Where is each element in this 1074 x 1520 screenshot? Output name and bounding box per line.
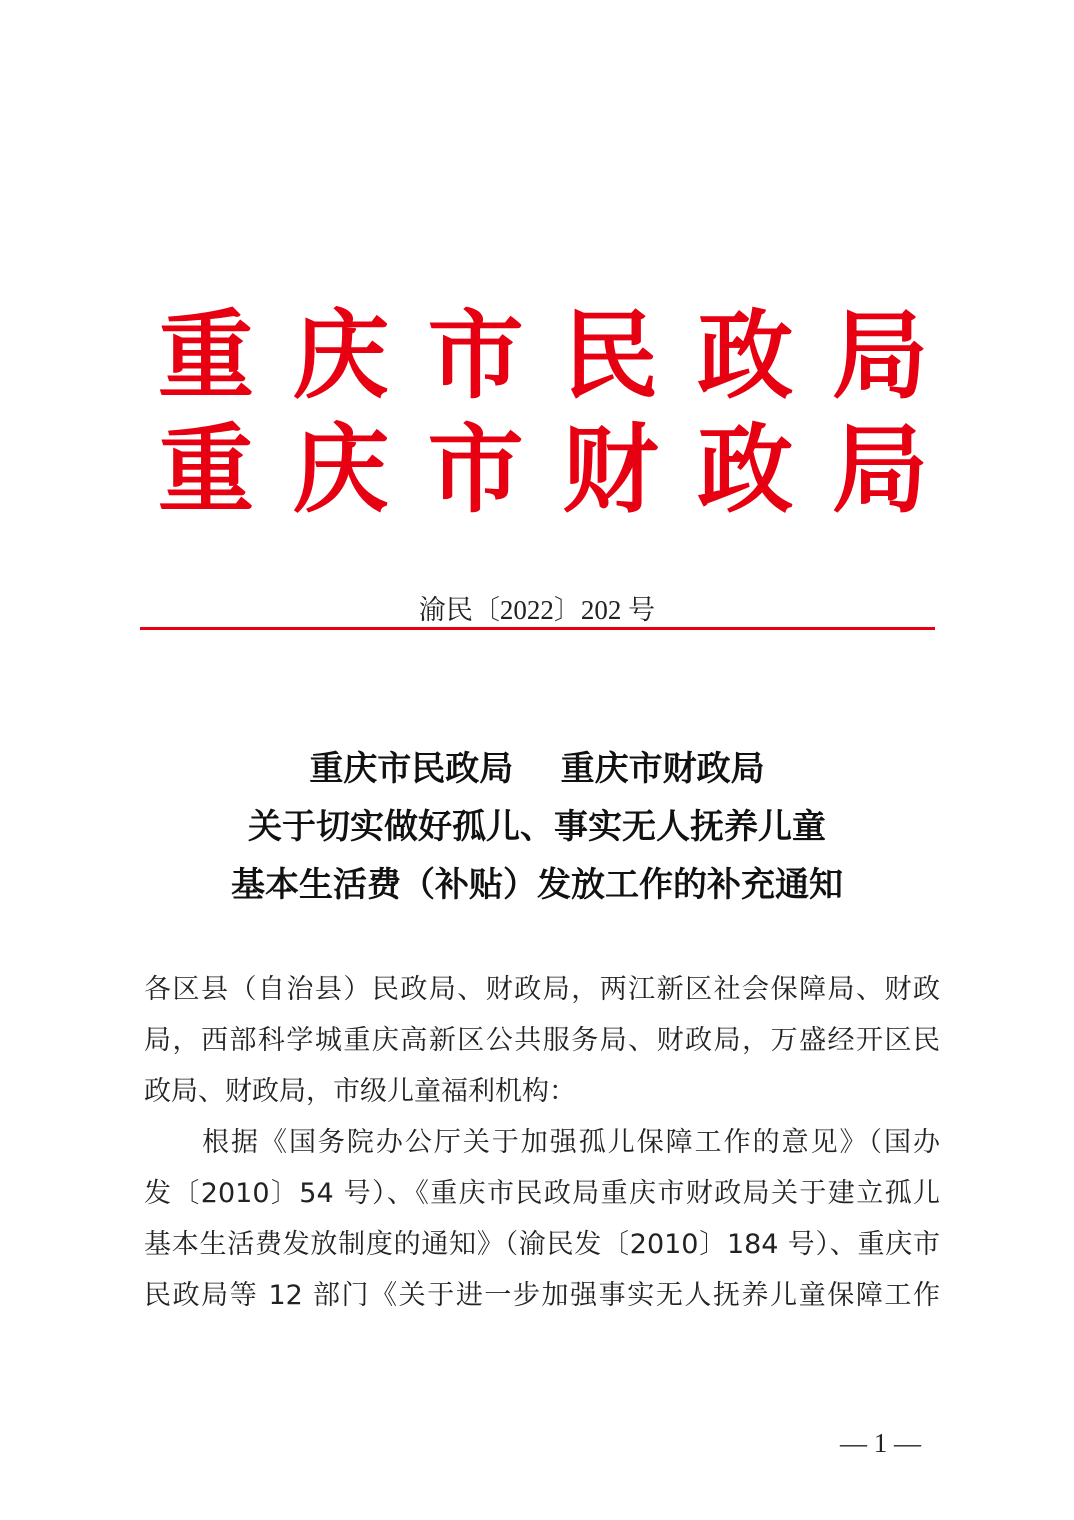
body-line: 发〔2010〕54 号）、《重庆市民政局重庆市财政局关于建立孤儿: [144, 1178, 940, 1209]
issuer-char: 民: [562, 299, 659, 412]
issuer-name-finance: [158, 413, 928, 526]
body-line: 根据《国务院办公厅关于加强孤儿保障工作的意见》（国办: [202, 1127, 940, 1158]
title-line: 关于切实做好孤儿、事实无人抚养儿童: [248, 807, 826, 847]
issuer-char: 局: [831, 413, 928, 526]
red-divider-line: [140, 627, 935, 630]
issuer-char: 重: [158, 299, 254, 412]
title-line: 基本生活费（补贴）发放工作的补充通知: [231, 865, 843, 905]
document-body: [144, 970, 940, 1327]
issuer-char: 市: [427, 299, 524, 412]
title-line: 重庆市民政局 重庆市财政局: [309, 749, 765, 789]
body-line: 各区县（自治县）民政局、财政局，两江新区社会保障局、财政: [144, 974, 940, 1005]
issuer-char: 庆: [292, 299, 389, 412]
issuer-char: 局: [831, 299, 928, 412]
issuer-char: 财: [562, 413, 659, 526]
issuer-char: 庆: [292, 413, 389, 526]
body-line: 基本生活费发放制度的通知》（渝民发〔2010〕184 号）、重庆市: [144, 1229, 940, 1260]
issuer-char: 政: [697, 299, 794, 412]
issuer-name-civil-affairs: [158, 299, 928, 412]
issuer-char: 市: [427, 413, 524, 526]
document-title: [0, 740, 1074, 914]
issuer-char: 政: [697, 413, 794, 526]
page-number: — 1 —: [840, 1428, 921, 1458]
body-line: 政局、财政局，市级儿童福利机构：: [144, 1076, 576, 1107]
body-line: 民政局等 12 部门《关于进一步加强事实无人抚养儿童保障工作: [144, 1280, 940, 1311]
document-number: 渝民〔2022〕202 号: [418, 595, 656, 625]
issuer-char: 重: [158, 413, 254, 526]
body-line: 局，西部科学城重庆高新区公共服务局、财政局，万盛经开区民: [144, 1025, 940, 1056]
